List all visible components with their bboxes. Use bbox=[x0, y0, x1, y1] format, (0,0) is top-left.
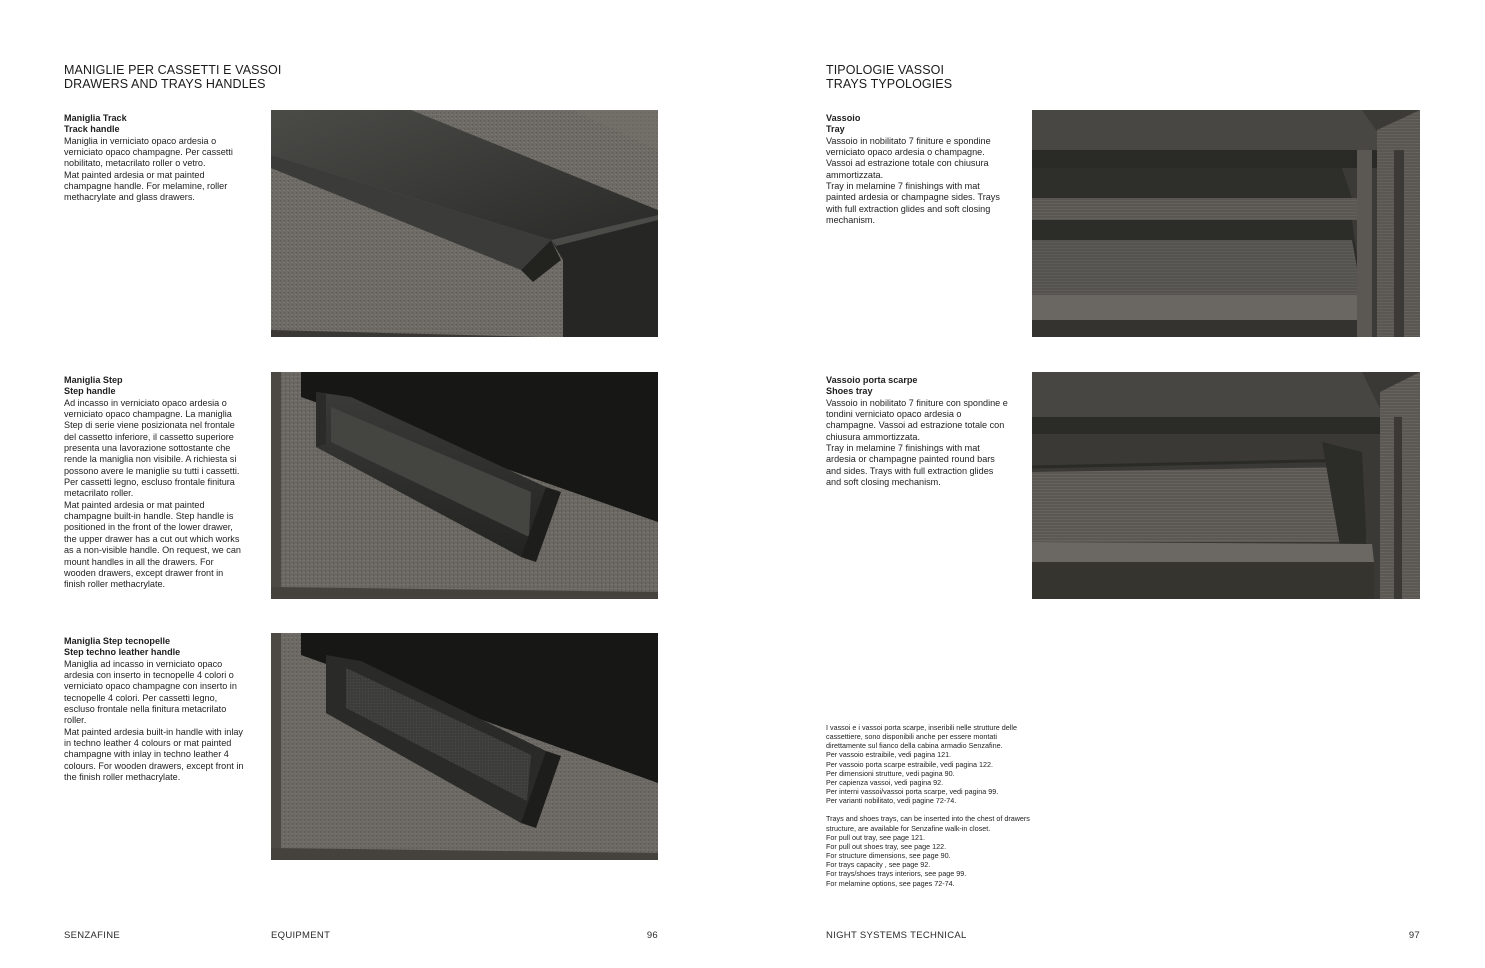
tray-title-en: Tray bbox=[826, 124, 845, 135]
step-techno-leather-photo bbox=[271, 633, 658, 860]
note-en-0: Trays and shoes trays, can be inserted into the chest of drawers structure, are available for Senzafine walk-in closet. bbox=[826, 814, 1030, 833]
note-it-5: Per interni vassoi/vassoi porta scarpe, vedi pagina 99. bbox=[826, 787, 999, 797]
shoes-tray-text-it: Vassoio in nobilitato 7 finiture con spondine e tondini verniciato opaco ardesia o champagne. Vassoi ad estrazione totale con chiusura ammortizzata. bbox=[826, 397, 1008, 442]
right-header-line1: TIPOLOGIE VASSOI bbox=[826, 63, 945, 77]
step-handle-title-en: Step handle bbox=[64, 386, 116, 397]
left-header-line2: DRAWERS AND TRAYS HANDLES bbox=[64, 77, 266, 91]
track-handle-text-it: Maniglia in verniciato opaco ardesia o verniciato opaco champagne. Per cassetti nobilitato, metacrilato roller o vetro. bbox=[64, 135, 233, 169]
left-footer-section: EQUIPMENT bbox=[271, 930, 331, 941]
track-handle-text-en: Mat painted ardesia or mat painted champagne handle. For melamine, roller methacrylate and glass drawers. bbox=[64, 169, 228, 203]
step-handle-text-en: Mat painted ardesia or mat painted champagne built-in handle. Step handle is positioned in the front of the lower drawer, the upper drawer has a cut out which works as a non-visible handle. On request, we can mount handles in all the drawers. For wooden drawers, except drawer front in finish roller methacrylate. bbox=[64, 499, 241, 590]
note-it-3: Per dimensioni strutture, vedi pagina 90. bbox=[826, 768, 955, 778]
shoes-tray-title-it: Vassoio porta scarpe bbox=[826, 375, 918, 385]
step-leather-text-it: Maniglia ad incasso in verniciato opaco ardesia con inserto in tecnopelle 4 colori o verniciato opaco champagne con inserto in tecnopelle 4 colori. Per cassetti legno, escluso frontale nella finitura metacrilato roller. bbox=[64, 658, 237, 726]
step-handle-photo bbox=[271, 372, 658, 599]
left-footer-brand: SENZAFINE bbox=[64, 930, 121, 941]
note-it-2: Per vassoio porta scarpe estraibile, vedi pagina 122. bbox=[826, 759, 994, 769]
tray-text-en: Tray in melamine 7 finishings with mat painted ardesia or champagne sides. Trays with full extraction glides and soft closing mechanism. bbox=[826, 181, 1000, 226]
shoes-tray-title-en: Shoes tray bbox=[826, 386, 873, 397]
tray-description bbox=[826, 113, 1008, 226]
trays-note bbox=[826, 723, 1031, 888]
note-it-4: Per capienza vassoi, vedi pagina 92. bbox=[826, 777, 944, 787]
note-en-3: For structure dimensions, see page 90. bbox=[826, 851, 951, 861]
right-header-line2: TRAYS TYPOLOGIES bbox=[826, 77, 953, 91]
shoes-tray-photo bbox=[1032, 372, 1420, 599]
note-en-1: For pull out tray, see page 121. bbox=[826, 832, 925, 842]
right-footer-section: NIGHT SYSTEMS TECHNICAL bbox=[826, 930, 967, 941]
track-handle-photo bbox=[271, 110, 658, 337]
step-leather-text-en: Mat painted ardesia built-in handle with inlay in techno leather 4 colours or mat painted champagne with inlay in techno leather 4 colours. For wooden drawers, except front in the finish roller methacrylate. bbox=[64, 726, 244, 783]
shoes-tray-text-en: Tray in melamine 7 finishings with mat ardesia or champagne painted round bars and sides. Trays with full extraction glides and soft closing mechanism. bbox=[826, 443, 995, 488]
step-techno-leather-description bbox=[64, 636, 246, 783]
left-header-line1: MANIGLIE PER CASSETTI E VASSOI bbox=[64, 63, 282, 77]
track-handle-title-it: Maniglia Track bbox=[64, 113, 127, 123]
shoes-tray-description bbox=[826, 375, 1008, 488]
step-handle-text-it: Ad incasso in verniciato opaco ardesia o verniciato opaco champagne. La maniglia Step di serie viene posizionata nel frontale del cassetto inferiore, il cassetto superiore presenta una lavorazione sottostante che rende la maniglia non visibile. A richiesta si possono avere le maniglie su tutti i cassetti. Per cassetti legno, escluso frontale finitura metacrilato roller. bbox=[64, 397, 240, 499]
note-en-5: For trays/shoes trays interiors, see page 99. bbox=[826, 869, 967, 879]
step-leather-title-it: Maniglia Step tecnopelle bbox=[64, 636, 171, 646]
note-it-1: Per vassoio estraibile, vedi pagina 121. bbox=[826, 750, 952, 760]
note-it-6: Per varianti nobilitato, vedi pagine 72-74. bbox=[826, 796, 957, 806]
note-en-4: For trays capacity , see page 92. bbox=[826, 860, 931, 870]
right-page-number: 97 bbox=[1408, 930, 1420, 941]
step-handle-description bbox=[64, 375, 246, 591]
note-it-0: I vassoi e i vassoi porta scarpe, inseribili nelle strutture delle cassettiere, sono disponibili anche per essere montati direttamente sul fianco della cabina armadio Senzafine. bbox=[826, 723, 1017, 751]
step-leather-title-en: Step techno leather handle bbox=[64, 647, 181, 658]
note-spacer bbox=[826, 805, 1031, 814]
note-en-6: For melamine options, see pages 72-74. bbox=[826, 878, 955, 888]
tray-title-it: Vassoio bbox=[826, 113, 861, 123]
tray-text-it: Vassoio in nobilitato 7 finiture e spondine verniciato opaco ardesia o champagne. Vassoi ad estrazione totale con chiusura ammortizzata. bbox=[826, 135, 991, 180]
left-page-header bbox=[64, 63, 281, 91]
track-handle-title-en: Track handle bbox=[64, 124, 120, 135]
right-page-header bbox=[826, 63, 952, 91]
note-en-2: For pull out shoes tray, see page 122. bbox=[826, 841, 947, 851]
step-handle-title-it: Maniglia Step bbox=[64, 375, 123, 385]
track-handle-description bbox=[64, 113, 246, 204]
tray-photo bbox=[1032, 110, 1420, 337]
left-page-number: 96 bbox=[646, 930, 658, 941]
